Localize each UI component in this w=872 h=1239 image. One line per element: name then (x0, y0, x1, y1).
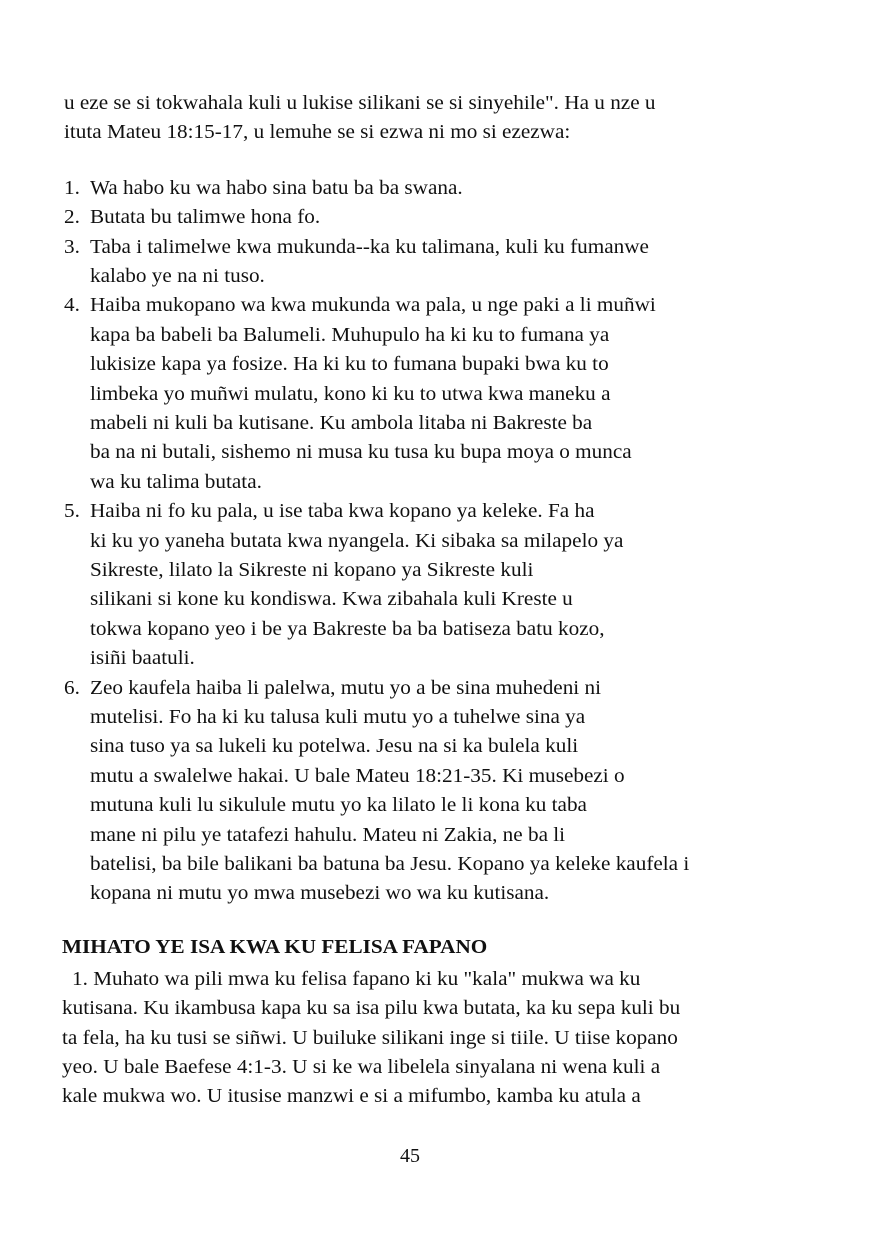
list-item-line: kopana ni mutu yo mwa musebezi wo wa ku kutisana. (90, 882, 550, 905)
intro-line: ituta Mateu 18:15-17, u lemuhe se si ezwa ni mo si ezezwa: (64, 121, 571, 144)
list-number: 1. (64, 176, 80, 199)
list-item-line: kapa ba babeli ba Balumeli. Muhupulo ha ki ku to fumana ya (90, 323, 610, 346)
list-item-line: isiñi baatuli. (90, 647, 195, 670)
list-item-line: Taba i talimelwe kwa mukunda--ka ku talimana, kuli ku fumanwe (90, 235, 649, 258)
list-item-line: kalabo ye na ni tuso. (90, 265, 265, 287)
list-item-line: lukisize kapa ya fosize. Ha ki ku to fumana bupaki bwa ku to (90, 353, 609, 376)
list-item-line: mane ni pilu ye tatafezi hahulu. Mateu ni Zakia, ne ba li (90, 823, 566, 846)
list-number: 4. (64, 294, 80, 317)
paragraph-line: kale mukwa wo. U itusise manzwi e si a mifumbo, kamba ku atula a (62, 1085, 641, 1108)
list-item-line: Zeo kaufela haiba li palelwa, mutu yo a be sina muhedeni ni (90, 676, 601, 699)
list-item-line: Sikreste, lilato la Sikreste ni kopano ya Sikreste kuli (90, 559, 534, 581)
list-item-line: Butata bu talimwe hona fo. (90, 206, 321, 229)
list-item-line: batelisi, ba bile balikani ba batuna ba Jesu. Kopano ya keleke kaufela i (90, 853, 690, 875)
list-item-line: mutu a swalelwe hakai. U bale Mateu 18:21-35. Ki musebezi o (90, 764, 625, 787)
list-number: 5. (64, 500, 80, 523)
list-item-line: Haiba ni fo ku pala, u ise taba kwa kopano ya keleke. Fa ha (90, 500, 595, 523)
list-item-line: Haiba mukopano wa kwa mukunda wa pala, u nge paki a li muñwi (90, 294, 656, 317)
paragraph-line: kutisana. Ku ikambusa kapa ku sa isa pilu kwa butata, ka ku sepa kuli bu (62, 997, 681, 1020)
paragraph-line: 1. Muhato wa pili mwa ku felisa fapano ki ku "kala" mukwa wa ku (72, 967, 641, 990)
paragraph-line: yeo. U bale Baefese 4:1-3. U si ke wa libelela sinyalana ni wena kuli a (62, 1056, 661, 1078)
list-item-line: mabeli ni kuli ba kutisane. Ku ambola litaba ni Bakreste ba (90, 412, 593, 434)
list-item-line: ki ku yo yaneha butata kwa nyangela. Ki sibaka sa milapelo ya (90, 529, 624, 552)
list-number: 2. (64, 206, 80, 229)
list-item-line: sina tuso ya sa lukeli ku potelwa. Jesu na si ka bulela kuli (90, 735, 579, 758)
list-item-line: ba na ni butali, sishemo ni musa ku tusa ku bupa moya o munca (90, 441, 632, 464)
list-number: 3. (64, 235, 80, 258)
page-number: 45 (400, 1145, 420, 1167)
list-item-line: Wa habo ku wa habo sina batu ba ba swana. (90, 176, 463, 199)
section-heading: MIHATO YE ISA KWA KU FELISA FAPANO (62, 935, 488, 958)
paragraph-line: ta fela, ha ku tusi se siñwi. U builuke silikani inge si tiile. U tiise kopano (62, 1026, 678, 1049)
list-item-line: mutelisi. Fo ha ki ku talusa kuli mutu yo a tuhelwe sina ya (90, 706, 586, 728)
list-number: 6. (64, 676, 80, 699)
intro-line: u eze se si tokwahala kuli u lukise silikani se si sinyehile". Ha u nze u (64, 92, 656, 114)
list-item-line: mutuna kuli lu sikulule mutu yo ka lilato le li kona ku taba (90, 794, 587, 817)
list-item-line: tokwa kopano yeo i be ya Bakreste ba ba batiseza batu kozo, (90, 617, 605, 640)
list-item-line: wa ku talima butata. (90, 470, 262, 493)
list-item-line: silikani si kone ku kondiswa. Kwa zibahala kuli Kreste u (90, 588, 573, 611)
list-item-line: limbeka yo muñwi mulatu, kono ki ku to utwa kwa maneku a (90, 382, 611, 405)
